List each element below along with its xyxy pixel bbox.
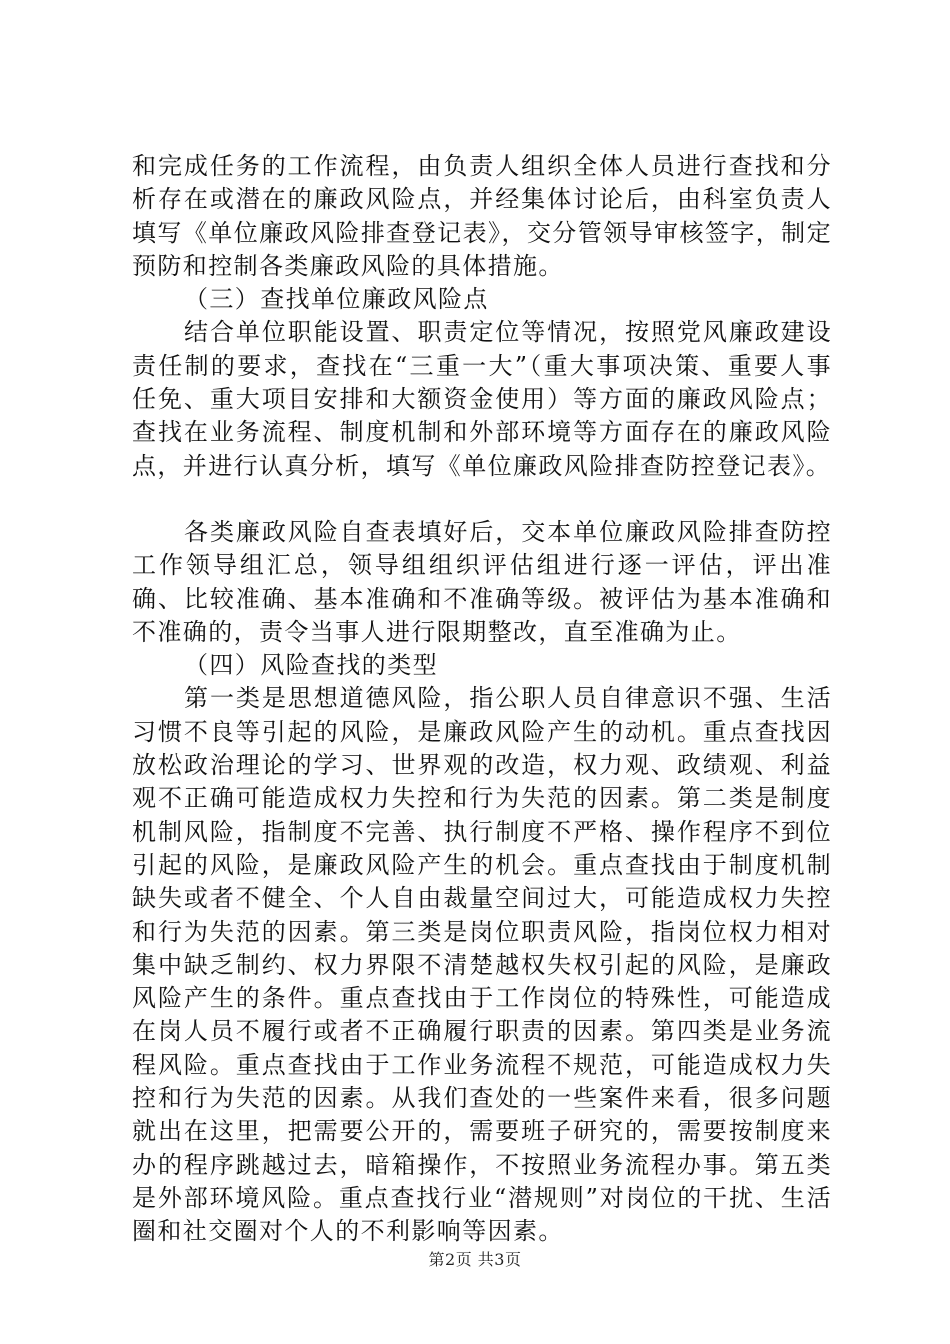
page-number-footer: 第2页 共3页 — [428, 1250, 522, 1269]
paragraph-self-check-evaluation: 各类廉政风险自查表填好后，交本单位廉政风险排查防控工作领导组汇总，领导组组织评估组进行逐一评估，评出准确、比较准确、基本准确和不准确等级。被评估为基本准确和不准确的，责令当事人进行限期整改，直至准确为止。 — [132, 517, 832, 646]
document-body — [132, 150, 832, 1249]
section-heading-three: （三）查找单位廉政风险点 — [184, 285, 489, 314]
section-heading-four: （四）风险查找的类型 — [184, 651, 438, 680]
paragraph-gap — [132, 483, 832, 516]
paragraph-continuation: 和完成任务的工作流程，由负责人组织全体人员进行查找和分析存在或潜在的廉政风险点，并经集体讨论后，由科室负责人填写《单位廉政风险排查登记表》，交分管领导审核签字，制定预防和控制各类廉政风险的具体措施。 — [132, 152, 832, 280]
paragraph-risk-types: 第一类是思想道德风险，指公职人员自律意识不强、生活习惯不良等引起的风险，是廉政风险产生的动机。重点查找因放松政治理论的学习、世界观的改造，权力观、政绩观、利益观不正确可能造成权力失控和行为失范的因素。第二类是制度机制风险，指制度不完善、执行制度不严格、操作程序不到位引起的风险，是廉政风险产生的机会。重点查找由于制度机制缺失或者不健全、个人自由裁量空间过大，可能造成权力失控和行为失范的因素。第三类是岗位职责风险，指岗位权力相对集中缺乏制约、权力界限不清楚越权失权引起的风险，是廉政风险产生的条件。重点查找由于工作岗位的特殊性，可能造成在岗人员不履行或者不正确履行职责的因素。第四类是业务流程风险。重点查找由于工作业务流程不规范，可能造成权力失控和行为失范的因素。从我们查处的一些案件来看，很多问题就出在这里，把需要公开的，需要班子研究的，需要按制度来办的程序跳越过去，暗箱操作，不按照业务流程办事。第五类是外部环境风险。重点查找行业“潜规则”对岗位的干扰、生活圈和社交圈对个人的不利影响等因素。 — [132, 684, 832, 1246]
paragraph-find-risk-points: 结合单位职能设置、职责定位等情况，按照党风廉政建设责任制的要求，查找在“三重一大”（重大事项决策、重要人事任免、重大项目安排和大额资金使用）等方面的廉政风险点；查找在业务流程、制度机制和外部环境等方面存在的廉政风险点，并进行认真分析，填写《单位廉政风险排查防控登记表》。 — [132, 318, 832, 480]
